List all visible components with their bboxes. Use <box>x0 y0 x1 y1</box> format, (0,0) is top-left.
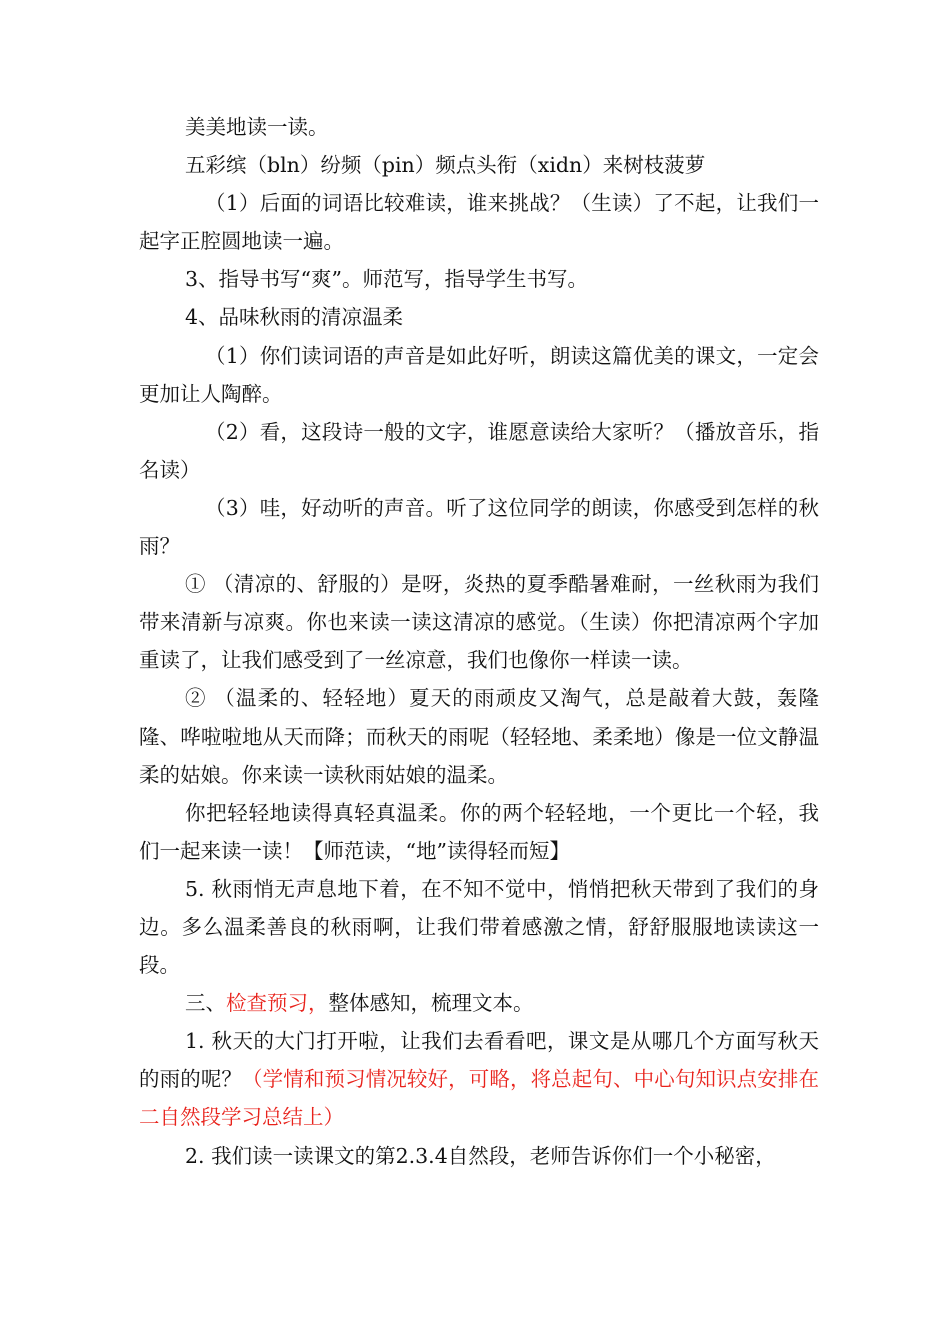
paragraph-4: 3、指导书写“爽”。师范写，指导学生书写。 <box>185 267 589 292</box>
document-page <box>139 108 819 1175</box>
paragraph-13-section-heading <box>139 984 819 1022</box>
teacher-note: （学情和预习情况较好，可略，将总起句、中心句知识点安排在二自然段学习总结上） <box>139 1067 819 1130</box>
paragraph-6: （1）你们读词语的声音是如此好听，朗读这篇优美的课文，一定会更加让人陶醉。 <box>139 343 819 406</box>
paragraph-7: （2）看，这段诗一般的文字，谁愿意读给大家听？（播放音乐，指名读） <box>139 419 819 482</box>
paragraph-14-text: 1. 秋天的大门打开啦，让我们去看看吧，课文是从哪几个方面写秋天的雨的呢？ <box>139 1029 819 1092</box>
paragraph-1: 美美地读一读。 <box>185 115 329 139</box>
heading-number: 三、 <box>185 991 226 1016</box>
paragraph-11: 你把轻轻地读得真轻真温柔。你的两个轻轻地，一个更比一个轻，我们一起来读一读！【师范读，“地”读得轻而短】 <box>139 800 819 863</box>
paragraph-3: （1）后面的词语比较难读，谁来挑战？（生读）了不起，让我们一起字正腔圆地读一遍。 <box>139 191 819 254</box>
paragraph-2: 五彩缤（bln）纷频（pin）频点头衔（xidn）来树枝菠萝 <box>185 153 706 178</box>
paragraph-8: （3）哇，好动听的声音。听了这位同学的朗读，你感受到怎样的秋雨？ <box>139 495 819 559</box>
highlight-text: 检查预习， <box>226 991 329 1016</box>
paragraph-10: ② （温柔的、轻轻地）夏天的雨顽皮又淘气，总是敲着大鼓，轰隆隆、哗啦啦地从天而降；而秋天的雨呢（轻轻地、柔柔地）像是一位文静温柔的姑娘。你来读一读秋雨姑娘的温柔。 <box>139 686 819 787</box>
paragraph-15: 2. 我们读一读课文的第2.3.4自然段，老师告诉你们一个小秘密， <box>185 1143 776 1168</box>
paragraph-14 <box>139 1022 819 1136</box>
paragraph-9: ① （清凉的、舒服的）是呀，炎热的夏季酷暑难耐，一丝秋雨为我们带来清新与凉爽。你也来读一读这清凉的感觉。（生读）你把清凉两个字加重读了，让我们感受到了一丝凉意，我们也像你一样读一读。 <box>139 572 819 673</box>
heading-text: 整体感知，梳理文本。 <box>328 991 534 1016</box>
paragraph-12: 5. 秋雨悄无声息地下着，在不知不觉中，悄悄把秋天带到了我们的身边。多么温柔善良的秋雨啊，让我们带着感激之情，舒舒服服地读读这一段。 <box>139 876 819 978</box>
paragraph-5: 4、品味秋雨的清凉温柔 <box>185 305 404 330</box>
